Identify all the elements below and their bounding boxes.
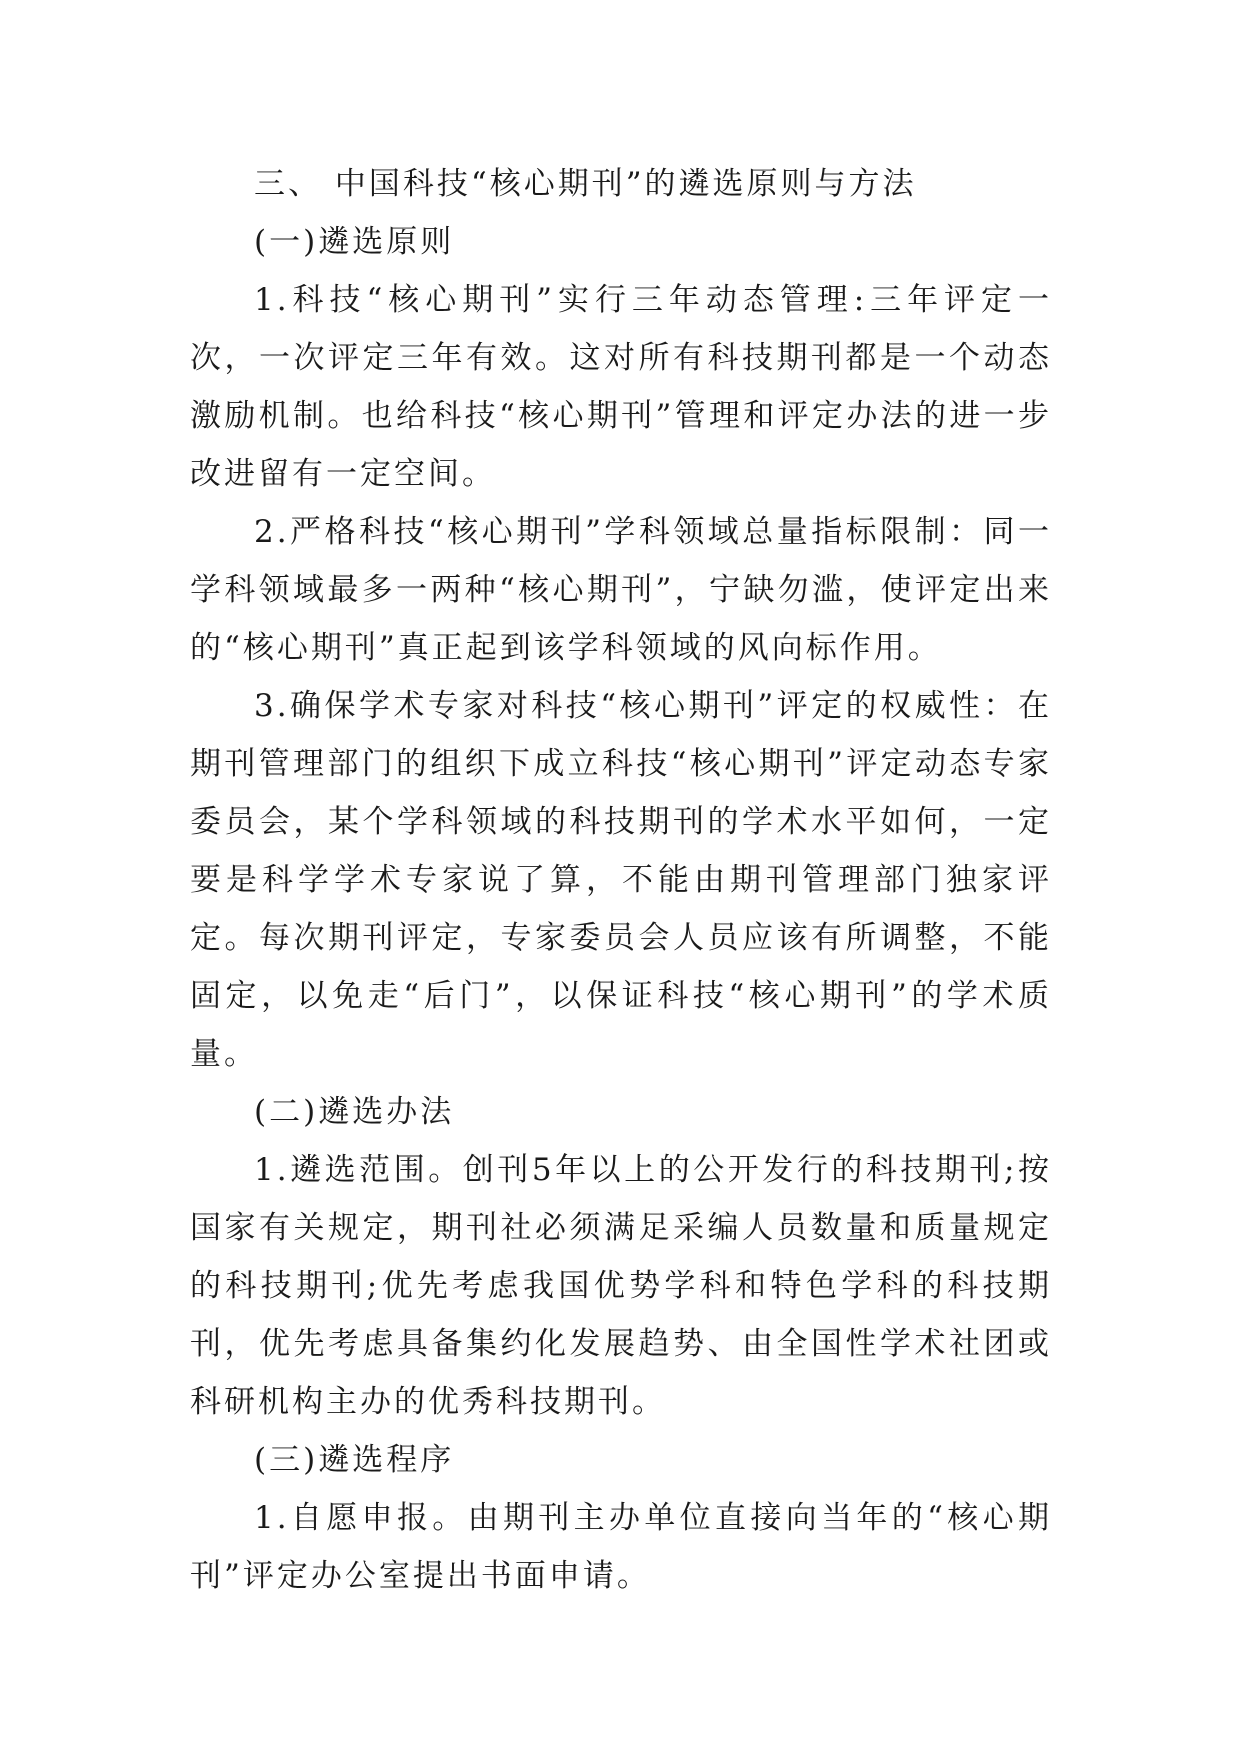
subsection-heading-principles: (一)遴选原则 [254, 224, 455, 260]
document-body [190, 155, 1052, 1605]
paragraph-principle-3: 3.确保学术专家对科技“核心期刊”评定的权威性：在期刊管理部门的组织下成立科技“核心期刊”评定动态专家委员会，某个学科领域的科技期刊的学术水平如何，一定要是科学学术专家说了算，不能由期刊管理部门独家评定。每次期刊评定，专家委员会人员应该有所调整，不能固定，以免走“后门”，以保证科技“核心期刊”的学术质量。 [190, 688, 1052, 1072]
paragraph-principle-1: 1.科技“核心期刊”实行三年动态管理:三年评定一次，一次评定三年有效。这对所有科技期刊都是一个动态激励机制。也给科技“核心期刊”管理和评定办法的进一步改进留有一定空间。 [190, 282, 1052, 492]
paragraph-method-1: 1.遴选范围。创刊5年以上的公开发行的科技期刊;按国家有关规定，期刊社必须满足采编人员数量和质量规定的科技期刊;优先考虑我国优势学科和特色学科的科技期刊，优先考虑具备集约化发展趋势、由全国性学术社团或科研机构主办的优秀科技期刊。 [190, 1152, 1052, 1420]
subsection-heading-procedure: (三)遴选程序 [254, 1442, 455, 1478]
paragraph-procedure-1: 1.自愿申报。由期刊主办单位直接向当年的“核心期刊”评定办公室提出书面申请。 [190, 1500, 1052, 1594]
paragraph-principle-2: 2.严格科技“核心期刊”学科领域总量指标限制：同一学科领域最多一两种“核心期刊”，宁缺勿滥，使评定出来的“核心期刊”真正起到该学科领域的风向标作用。 [190, 514, 1052, 666]
section-title: 三、 中国科技“核心期刊”的遴选原则与方法 [254, 166, 917, 202]
subsection-heading-methods: (二)遴选办法 [254, 1094, 455, 1130]
